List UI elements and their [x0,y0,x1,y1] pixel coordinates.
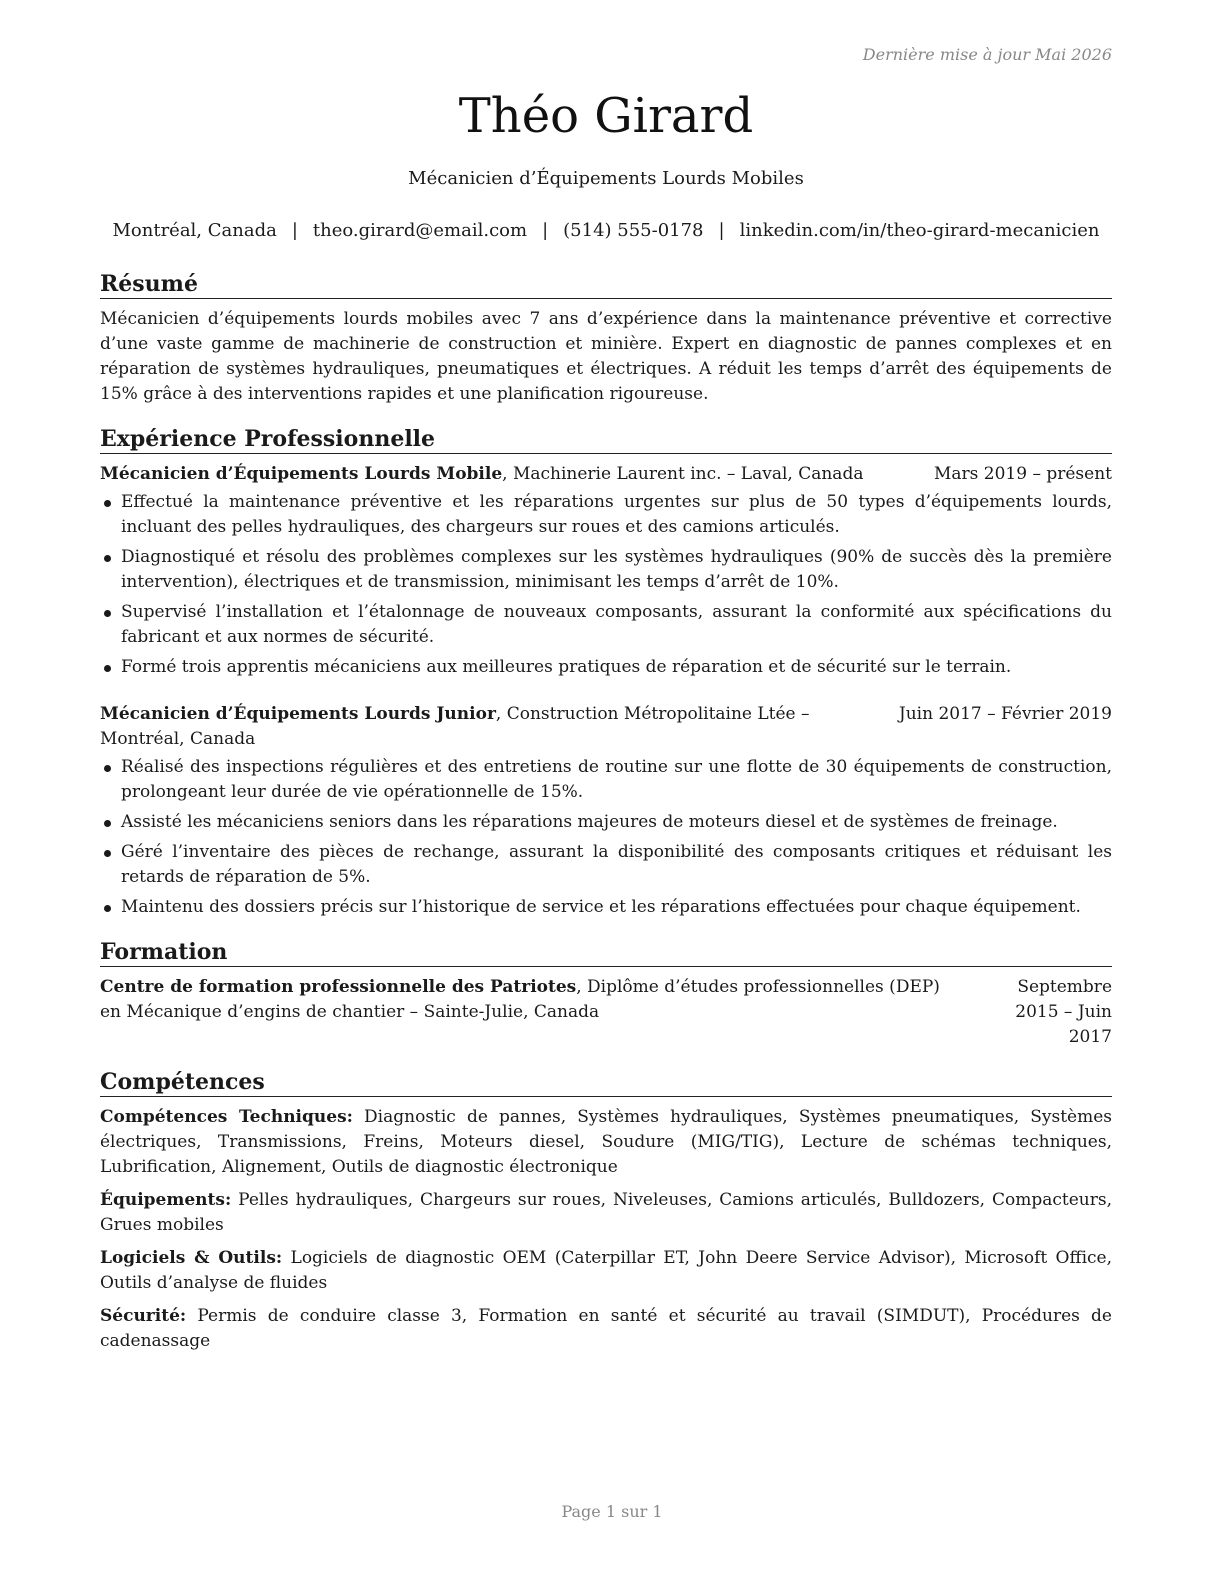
bullet-item: Géré l’inventaire des pièces de rechange, assurant la disponibilité des composants critiques et réduisant les retards de réparation de 5%. [100,840,1112,890]
skill-value: Logiciels de diagnostic OEM (Caterpillar ET, John Deere Service Advisor), Microsoft Office, Outils d’analyse de fluides [100,1248,1112,1293]
bullet-item: Formé trois apprentis mécaniciens aux meilleures pratiques de réparation et de sécurité sur le terrain. [100,655,1112,680]
job-entry [100,462,1112,680]
job-bullets [100,755,1112,920]
resume-page [100,0,1112,1584]
skill-row [100,1246,1112,1296]
contact-location: Montréal, Canada [112,220,277,241]
contact-separator: | [542,220,549,241]
section-heading: Formation [100,938,1112,967]
job-dates: Mars 2019 – présent [933,464,1112,484]
experience-section [100,425,1112,920]
contact-line [100,219,1112,243]
contact-email[interactable]: theo.girard@email.com [312,220,528,241]
job-company: , Construction Métropolitaine Ltée – Montréal, Canada [100,704,810,749]
education-details: , Diplôme d’études professionnelles (DEP) en Mécanique d’engins de chantier – Sainte-Julie, Canada [100,977,940,1022]
skill-row [100,1105,1112,1180]
job-entry [100,702,1112,920]
job-role-company [100,462,922,487]
resume-content [100,270,1112,1372]
section-heading: Résumé [100,270,1112,299]
job-dates: Juin 2017 – Février 2019 [898,704,1112,724]
contact-phone: (514) 555-0178 [563,220,704,241]
bullet-item: Maintenu des dossiers précis sur l’historique de service et les réparations effectuées pour chaque équipement. [100,895,1112,920]
contact-separator: | [291,220,298,241]
skill-value: Pelles hydrauliques, Chargeurs sur roues, Niveleuses, Camions articulés, Bulldozers, Compacteurs, Grues mobiles [100,1190,1112,1235]
skill-label: Sécurité: [100,1306,187,1326]
summary-text: Mécanicien d’équipements lourds mobiles avec 7 ans d’expérience dans la maintenance préventive et corrective d’une vaste gamme de machinerie de construction et minière. Expert en diagnostic de pannes complexes et en réparation de systèmes hydrauliques, pneumatiques et électriques. A réduit les temps d’arrêt des équipements de 15% grâce à des interventions rapides et une planification rigoureuse. [100,309,1112,404]
bullet-item: Réalisé des inspections régulières et des entretiens de routine sur une flotte de 30 équipements de construction, prolongeant leur durée de vie opérationnelle de 15%. [100,755,1112,805]
job-header [100,702,1112,752]
education-section [100,938,1112,1050]
job-role-company [100,702,887,752]
job-header [100,462,1112,487]
job-role: Mécanicien d’Équipements Lourds Junior [100,704,496,724]
section-heading: Expérience Professionnelle [100,425,1112,454]
skill-row [100,1188,1112,1238]
skill-label: Équipements: [100,1190,232,1210]
candidate-name: Théo Girard [458,88,754,144]
education-dates: Septembre 2015 – Juin 2017 [1015,977,1112,1047]
last-updated: Dernière mise à jour Mai 2026 [862,45,1112,64]
education-school-details [100,975,964,1025]
contact-linkedin[interactable]: linkedin.com/in/theo-girard-mecanicien [739,220,1100,241]
bullet-item: Diagnostiqué et résolu des problèmes complexes sur les systèmes hydrauliques (90% de succès dès la première intervention), électriques et de transmission, minimisant les temps d’arrêt de 10%. [100,545,1112,595]
skill-value: Permis de conduire classe 3, Formation en santé et sécurité au travail (SIMDUT), Procédures de cadenassage [100,1306,1112,1351]
education-entry [100,975,1112,1050]
job-title: Mécanicien d’Équipements Lourds Mobiles [408,168,804,189]
skill-label: Compétences Techniques: [100,1107,353,1127]
skills-section [100,1068,1112,1354]
contact-separator: | [718,220,725,241]
education-school: Centre de formation professionnelle des Patriotes [100,977,577,997]
section-heading: Compétences [100,1068,1112,1097]
bullet-item: Effectué la maintenance préventive et les réparations urgentes sur plus de 50 types d’équipements lourds, incluant des pelles hydrauliques, des chargeurs sur roues et des camions articulés. [100,490,1112,540]
job-role: Mécanicien d’Équipements Lourds Mobile [100,464,503,484]
job-company: , Machinerie Laurent inc. – Laval, Canada [502,464,864,484]
skill-value: Diagnostic de pannes, Systèmes hydrauliques, Systèmes pneumatiques, Systèmes électriques, Transmissions, Freins, Moteurs diesel, Soudure (MIG/TIG), Lecture de schémas techniques, Lubrification, Alignement, Outils de diagnostic électronique [100,1107,1112,1177]
bullet-item: Supervisé l’installation et l’étalonnage de nouveaux composants, assurant la conformité aux spécifications du fabricant et aux normes de sécurité. [100,600,1112,650]
page-number: Page 1 sur 1 [561,1502,663,1521]
summary-section [100,270,1112,407]
skill-label: Logiciels & Outils: [100,1248,283,1268]
bullet-item: Assisté les mécaniciens seniors dans les réparations majeures de moteurs diesel et de systèmes de freinage. [100,810,1112,835]
job-bullets [100,490,1112,680]
skill-row [100,1304,1112,1354]
